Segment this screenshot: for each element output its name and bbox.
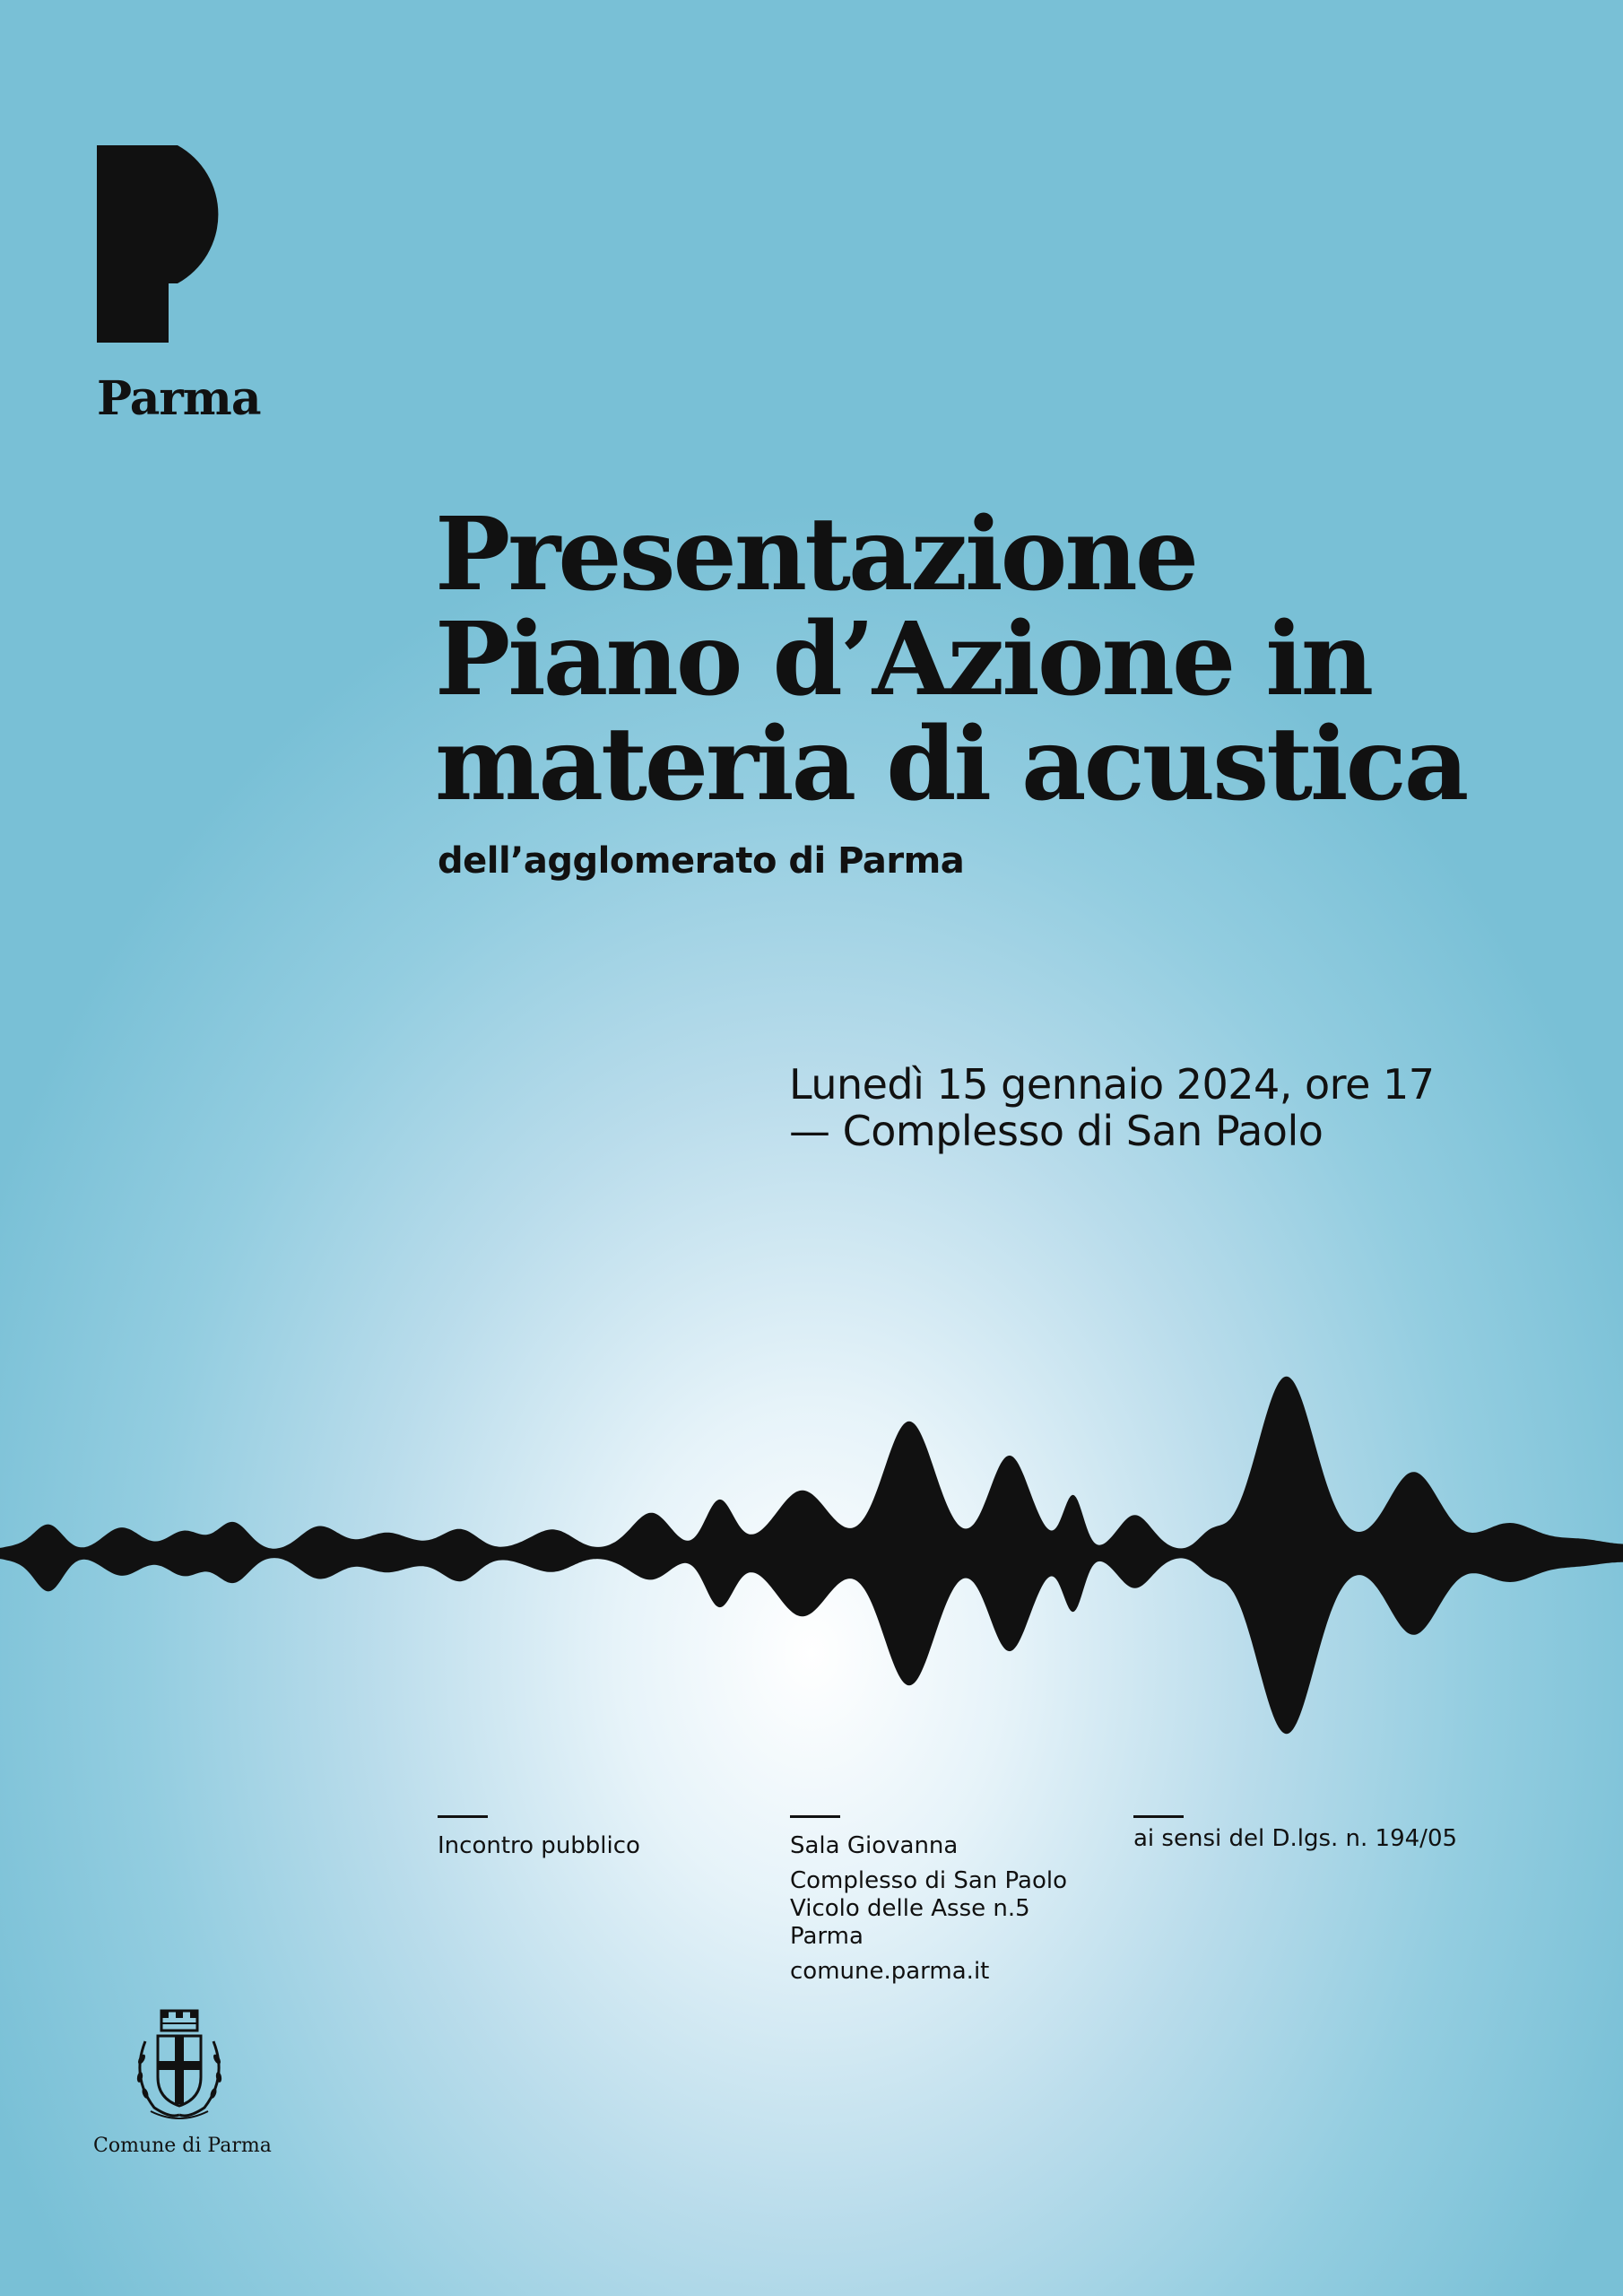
venue-room: Sala Giovanna: [790, 1832, 959, 1859]
sound-wave-graphic: [0, 1345, 1623, 1758]
comune-crest: [93, 2005, 272, 2157]
crest-label: Comune di Parma: [93, 2135, 272, 2157]
parma-p-logo-icon: [97, 145, 256, 343]
legal-reference: ai sensi del D.lgs. n. 194/05: [1133, 1825, 1458, 1852]
divider: [438, 1815, 488, 1818]
info-column-legal: [1133, 1815, 1457, 1853]
event-place: — Complesso di San Paolo: [789, 1107, 1324, 1155]
title-line-2: Piano d’Azione in: [435, 601, 1372, 718]
title-line-3: materia di acustica: [435, 706, 1467, 823]
venue-address-line: Parma: [790, 1923, 864, 1950]
divider: [790, 1815, 840, 1818]
venue-address-line: Vicolo delle Asse n.5: [790, 1895, 1030, 1922]
page-title: [435, 496, 1511, 823]
event-details: [789, 1061, 1435, 1154]
meeting-type: Incontro pubblico: [438, 1832, 640, 1859]
info-column-type: [438, 1815, 640, 1860]
parma-logo: [97, 145, 267, 426]
venue-address-line: Complesso di San Paolo: [790, 1867, 1068, 1894]
coat-of-arms-icon: [118, 2005, 240, 2127]
page-subtitle: dell’agglomerato di Parma: [438, 840, 965, 882]
sound-wave-shape: [0, 1377, 1623, 1734]
website-link[interactable]: comune.parma.it: [790, 1958, 990, 1985]
title-line-1: Presentazione: [435, 496, 1197, 613]
divider: [1133, 1815, 1184, 1818]
event-date: Lunedì 15 gennaio 2024, ore 17: [789, 1060, 1435, 1109]
info-column-venue: [790, 1815, 1067, 1986]
logo-wordmark: Parma: [97, 371, 261, 426]
